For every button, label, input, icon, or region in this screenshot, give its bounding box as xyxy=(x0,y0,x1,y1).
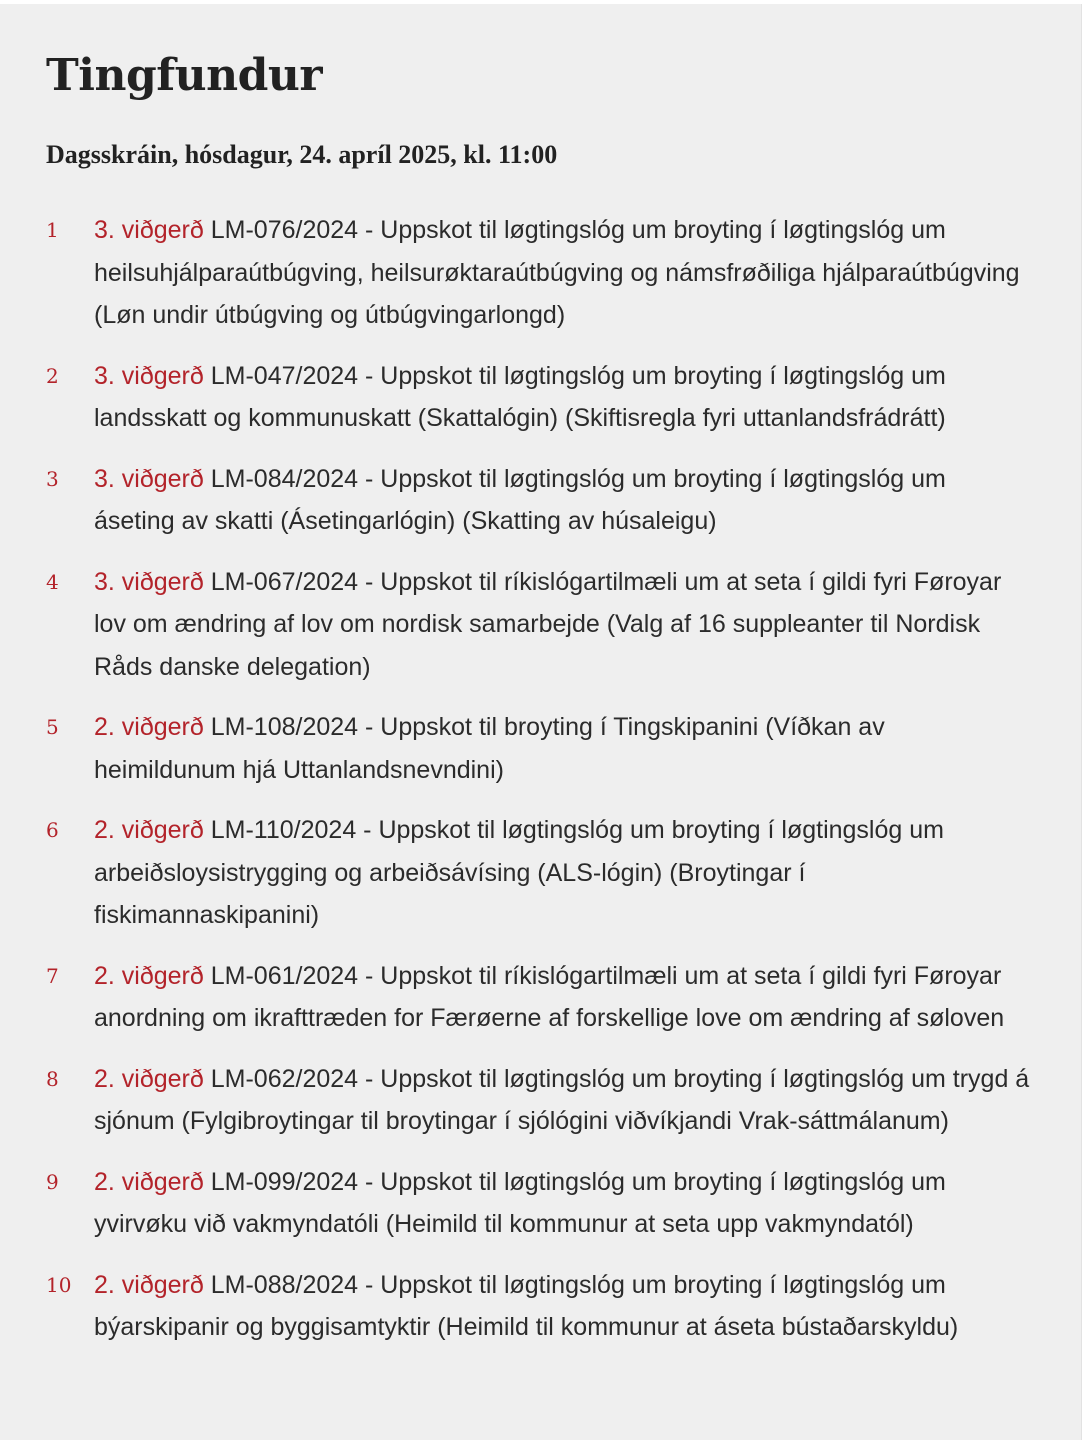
agenda-item-number: 2 xyxy=(46,363,59,388)
agenda-item-number: 6 xyxy=(46,818,59,842)
agenda-date-subtitle: Dagsskráin, hósdagur, 24. apríl 2025, kl. 11:00 xyxy=(46,140,558,169)
agenda-item-text: LM-108/2024 - Uppskot til broyting í Tingskipanini (Víðkan av heimildunum hjá Uttanlandsnevndini) xyxy=(94,713,885,784)
agenda-item-text: LM-084/2024 - Uppskot til løgtingslóg um broyting í løgtingslóg um áseting av skatti (Ásetingarlógin) (Skatting av húsaleigu) xyxy=(94,464,946,535)
agenda-item-text: LM-076/2024 - Uppskot til løgtingslóg um broyting í løgtingslóg um heilsuhjálparaútbúgving, heilsurøktaraútbúgving og námsfrøðiliga hjálparaútbúgving (Løn undir útbúgving og útbúgvingarlongd) xyxy=(94,216,1020,329)
agenda-item-text: LM-099/2024 - Uppskot til løgtingslóg um broyting í løgtingslóg um yvirvøku við vakmyndatóli (Heimild til kommunur at seta upp vakmyndatól) xyxy=(94,1167,946,1238)
agenda-item-number: 7 xyxy=(46,963,59,988)
agenda-item xyxy=(0,1161,1081,1246)
agenda-item-reading[interactable]: 3. viðgerð xyxy=(94,216,211,244)
agenda-item xyxy=(0,809,1081,937)
agenda-item-number: 5 xyxy=(46,715,59,739)
agenda-item-reading[interactable]: 3. viðgerð xyxy=(94,567,211,596)
agenda-item xyxy=(0,706,1081,791)
agenda-item-reading[interactable]: 2. viðgerð xyxy=(94,1270,211,1299)
agenda-item xyxy=(0,1058,1081,1143)
agenda-item-text: LM-067/2024 - Uppskot til ríkislógartilmæli um at seta í gildi fyri Føroyar lov om ændring af lov om nordisk samarbejde (Valg af 16 suppleanter til Nordisk Råds danske delegation) xyxy=(94,567,1002,681)
agenda-item-text: LM-110/2024 - Uppskot til løgtingslóg um broyting í løgtingslóg um arbeiðsloysistrygging og arbeiðsávísing (ALS-lógin) (Broytingar í fiskimannaskipanini) xyxy=(94,816,944,929)
agenda-item xyxy=(0,955,1081,1040)
agenda-item xyxy=(0,209,1081,337)
agenda-list xyxy=(0,209,1081,1367)
agenda-item-text: LM-061/2024 - Uppskot til ríkislógartilmæli um at seta í gildi fyri Føroyar anordning om ikrafttræden for Færøerne af forskellige love om ændring af søloven xyxy=(94,961,1005,1032)
agenda-panel xyxy=(0,4,1082,1440)
page-title: Tingfundur xyxy=(46,50,323,101)
agenda-item-reading[interactable]: 2. viðgerð xyxy=(94,961,211,990)
agenda-item-number: 8 xyxy=(46,1066,59,1091)
agenda-item-number: 9 xyxy=(46,1169,59,1194)
agenda-item xyxy=(0,1264,1081,1349)
agenda-item xyxy=(0,458,1081,543)
agenda-item xyxy=(0,355,1081,440)
agenda-item-text: LM-062/2024 - Uppskot til løgtingslóg um broyting í løgtingslóg um trygd á sjónum (Fylgibroytingar til broytingar í sjólógini viðvíkjandi Vrak-sáttmálanum) xyxy=(94,1064,1030,1135)
agenda-item-text: LM-088/2024 - Uppskot til løgtingslóg um broyting í løgtingslóg um býarskipanir og byggisamtyktir (Heimild til kommunur at áseta bústaðarskyldu) xyxy=(94,1270,959,1341)
agenda-item-reading[interactable]: 2. viðgerð xyxy=(94,816,211,844)
agenda-item-text: LM-047/2024 - Uppskot til løgtingslóg um broyting í løgtingslóg um landsskatt og kommunuskatt (Skattalógin) (Skiftisregla fyri uttanlandsfrádrátt) xyxy=(94,361,946,432)
agenda-item xyxy=(0,561,1081,689)
agenda-item-reading[interactable]: 2. viðgerð xyxy=(94,1167,211,1196)
agenda-item-reading[interactable]: 3. viðgerð xyxy=(94,464,211,493)
agenda-item-number: 4 xyxy=(46,569,59,594)
agenda-item-reading[interactable]: 3. viðgerð xyxy=(94,361,211,390)
agenda-item-number: 1 xyxy=(46,218,59,242)
agenda-item-reading[interactable]: 2. viðgerð xyxy=(94,1064,211,1093)
agenda-item-number: 10 xyxy=(46,1272,72,1297)
agenda-item-number: 3 xyxy=(46,466,59,491)
agenda-item-reading[interactable]: 2. viðgerð xyxy=(94,713,211,741)
